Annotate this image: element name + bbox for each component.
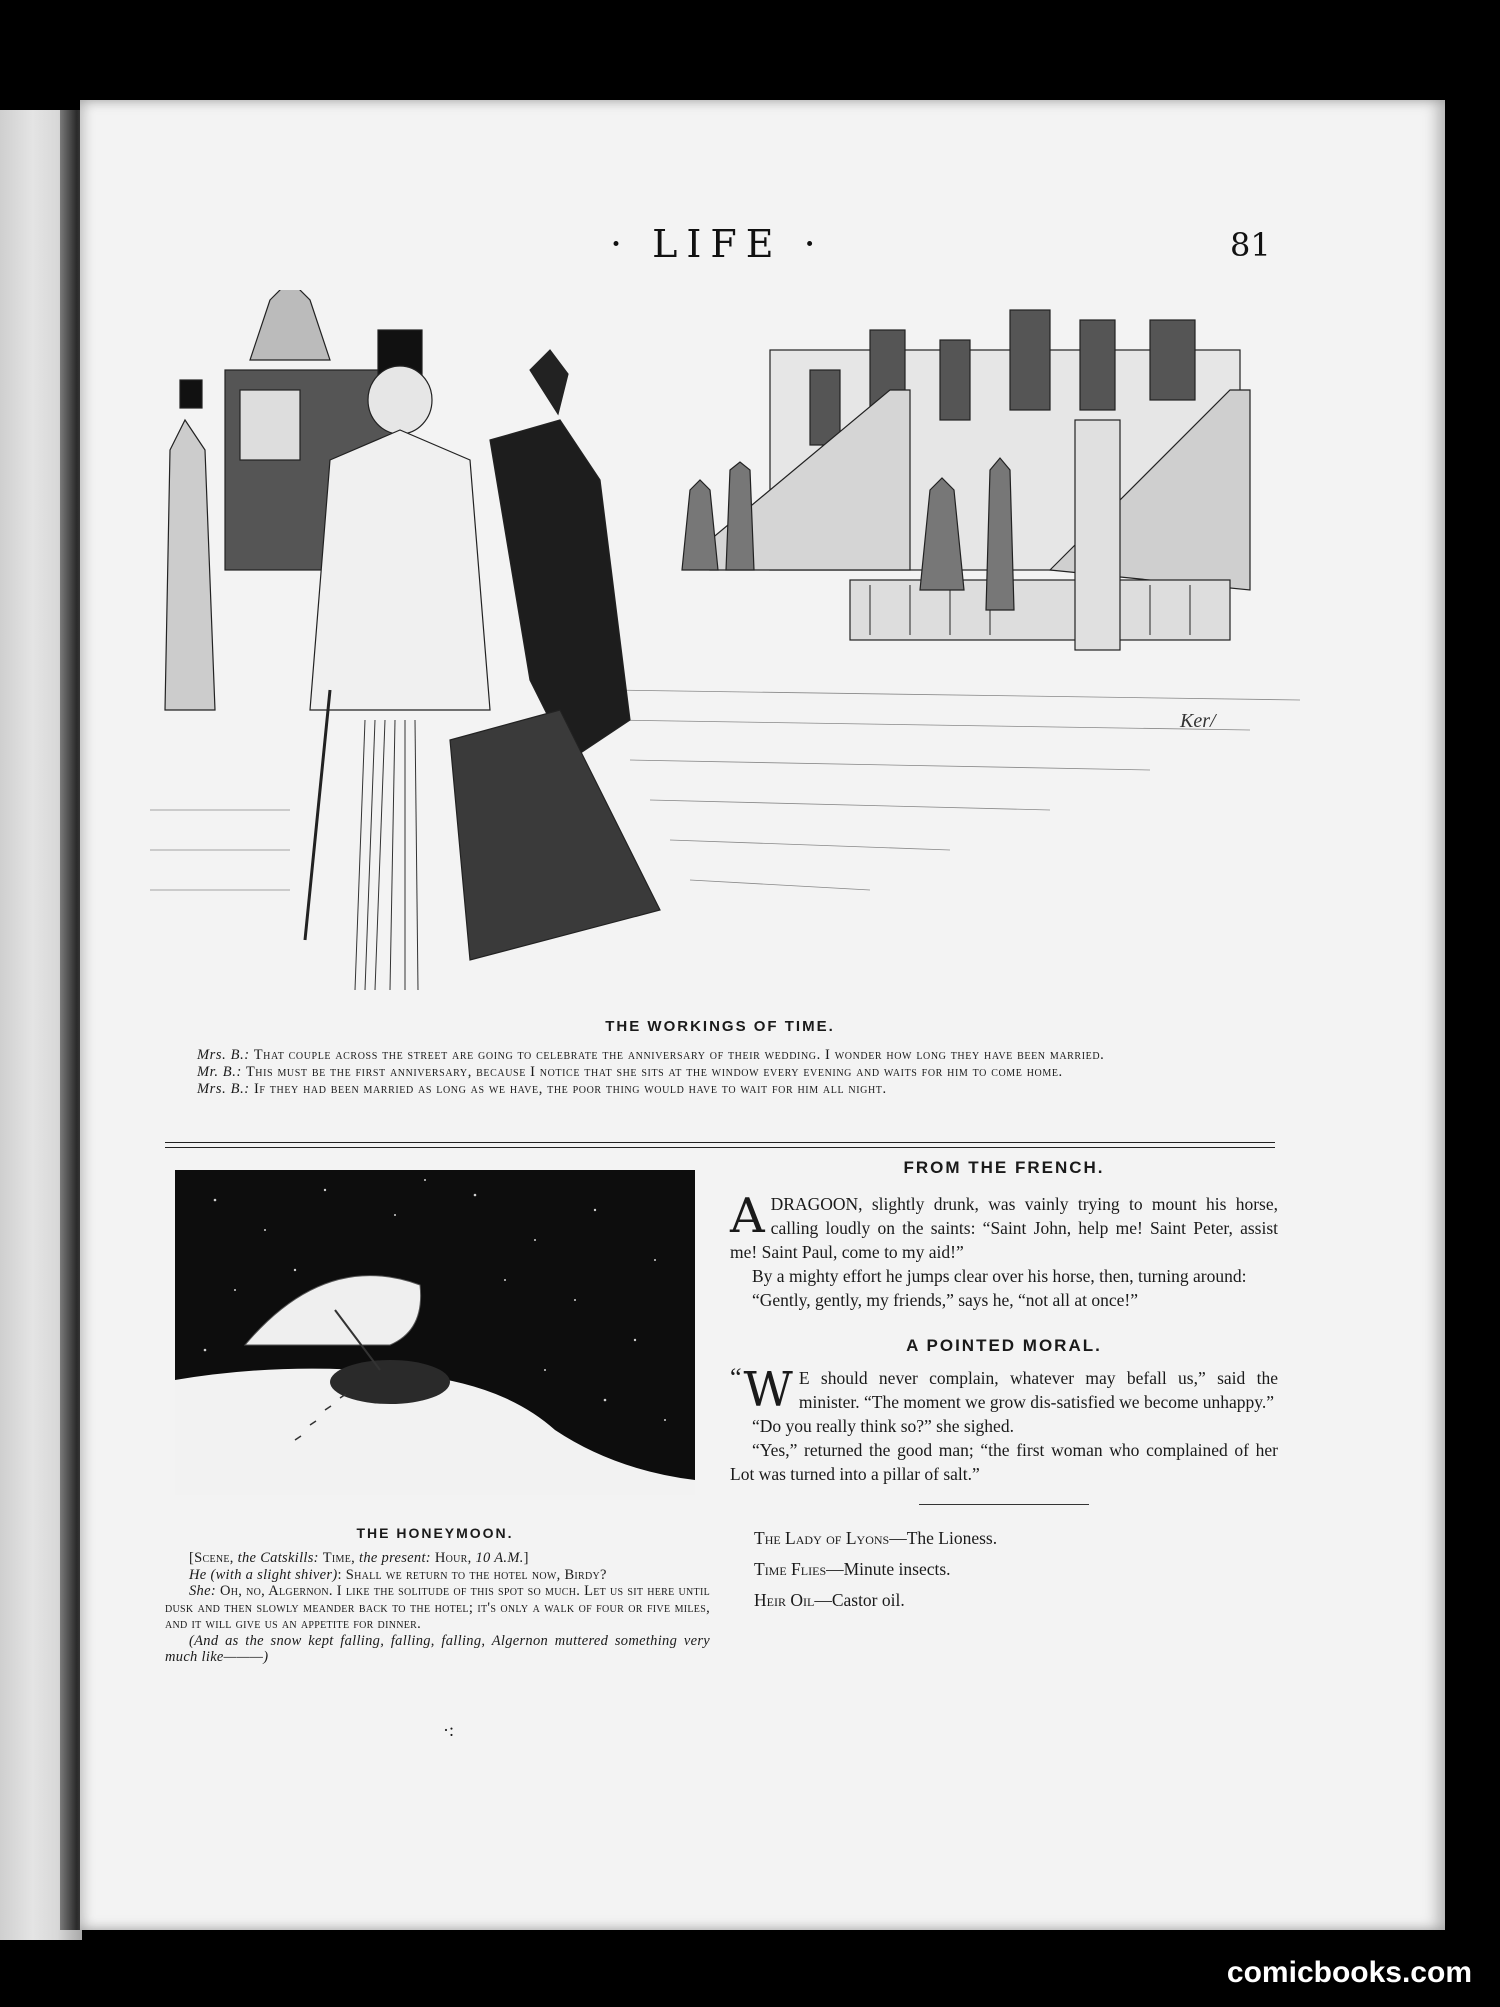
scene-time: the present:	[358, 1550, 431, 1566]
scene-hour-label: Hour,	[434, 1550, 472, 1566]
quips-list	[730, 1527, 1278, 1612]
story-paragraph: E should never complain, whatever may befall us,” said the minister. “The moment we grow dis-satisfied we become unhappy.”	[798, 1368, 1278, 1412]
closing-line: (And as the snow kept falling, falling, falling, Algernon muttered something very much like———)	[165, 1632, 710, 1665]
speaker: Mrs. B.:	[197, 1081, 250, 1097]
he-line: : Shall we return to the hotel now, Birdy?	[337, 1566, 607, 1583]
quip-term: Heir Oil	[754, 1590, 815, 1610]
scene-hour: 10 A.M.	[475, 1550, 524, 1566]
drop-cap: A	[730, 1188, 765, 1244]
quip-definition: —Castor oil.	[814, 1590, 905, 1610]
quip-term: Time Flies	[754, 1559, 827, 1579]
artist-signature: Ker/	[1180, 710, 1216, 732]
story-paragraph: , slightly drunk, was vainly trying to mount his horse, calling loudly on the saints: “Saint John, help me! Saint Peter, assist me! Saint Paul, come to my aid!”	[730, 1194, 1278, 1262]
workings-dialogue	[165, 1047, 1277, 1098]
moral-story	[730, 1362, 1278, 1486]
lead-word: DRAGOON	[770, 1194, 859, 1214]
french-title: FROM THE FRENCH.	[903, 1158, 1105, 1177]
magazine-title: · LIFE ·	[610, 222, 825, 266]
watermark: comicbooks.com	[1226, 1956, 1472, 1989]
quip-definition: —The Lioness.	[889, 1528, 998, 1548]
dialogue-line: If they had been married as long as we have, the poor thing would have to wait for him all night.	[253, 1081, 887, 1097]
speaker-he: He	[189, 1566, 207, 1583]
scene-place: the Catskills:	[237, 1550, 319, 1566]
quip-definition: —Minute insects.	[826, 1559, 951, 1579]
dialogue-line: That couple across the street are going to celebrate the anniversary of their wedding. I wonder how long they have been married.	[253, 1047, 1105, 1063]
story-paragraph: “Do you really think so?” she sighed.	[752, 1416, 1014, 1436]
dialogue-line: This must be the first anniversary, because I notice that she sits at the window every evening and waits for him to come home.	[245, 1064, 1063, 1080]
honeymoon-dialogue	[165, 1550, 710, 1666]
moral-title: A POINTED MORAL.	[906, 1336, 1102, 1355]
scene-time-label: Time,	[322, 1550, 356, 1566]
section-divider	[165, 1142, 1275, 1148]
speaker: Mr. B.:	[197, 1064, 242, 1080]
speaker: Mrs. B.:	[197, 1047, 250, 1063]
honeymoon-illustration	[175, 1170, 695, 1495]
stage-direction: (with a slight shiver)	[210, 1566, 338, 1583]
workings-title: THE WORKINGS OF TIME.	[605, 1018, 835, 1035]
story-paragraph: “Gently, gently, my friends,” says he, “not all at once!”	[752, 1290, 1138, 1310]
street-scene-illustration	[150, 290, 1300, 1010]
open-quote: “	[730, 1363, 742, 1392]
quip-item	[754, 1527, 1278, 1550]
short-divider	[919, 1504, 1089, 1505]
ornament-dots: ·:	[443, 1720, 454, 1740]
quip-item	[754, 1558, 1278, 1581]
quip-term: The Lady of Lyons	[754, 1528, 890, 1548]
page-number: 81	[1230, 226, 1271, 264]
french-story	[730, 1188, 1278, 1312]
scene-close: ]	[523, 1550, 529, 1566]
speaker-she: She:	[189, 1583, 216, 1599]
story-paragraph: By a mighty effort he jumps clear over his horse, then, turning around:	[752, 1266, 1247, 1286]
honeymoon-title: THE HONEYMOON.	[356, 1525, 514, 1541]
scene-label: [Scene,	[189, 1550, 234, 1566]
quip-item	[754, 1589, 1278, 1612]
story-paragraph: “Yes,” returned the good man; “the first woman who complained of her Lot was turned into a pillar of salt.”	[730, 1440, 1278, 1484]
she-line: Oh, no, Algernon. I like the solitude of this spot so much. Let us sit here until dusk and then slowly meander back to the hotel; it's only a walk of four or five miles, and it will give us an appetite for dinner.	[165, 1583, 710, 1632]
right-column	[730, 1158, 1278, 1620]
drop-cap: W	[743, 1362, 793, 1418]
